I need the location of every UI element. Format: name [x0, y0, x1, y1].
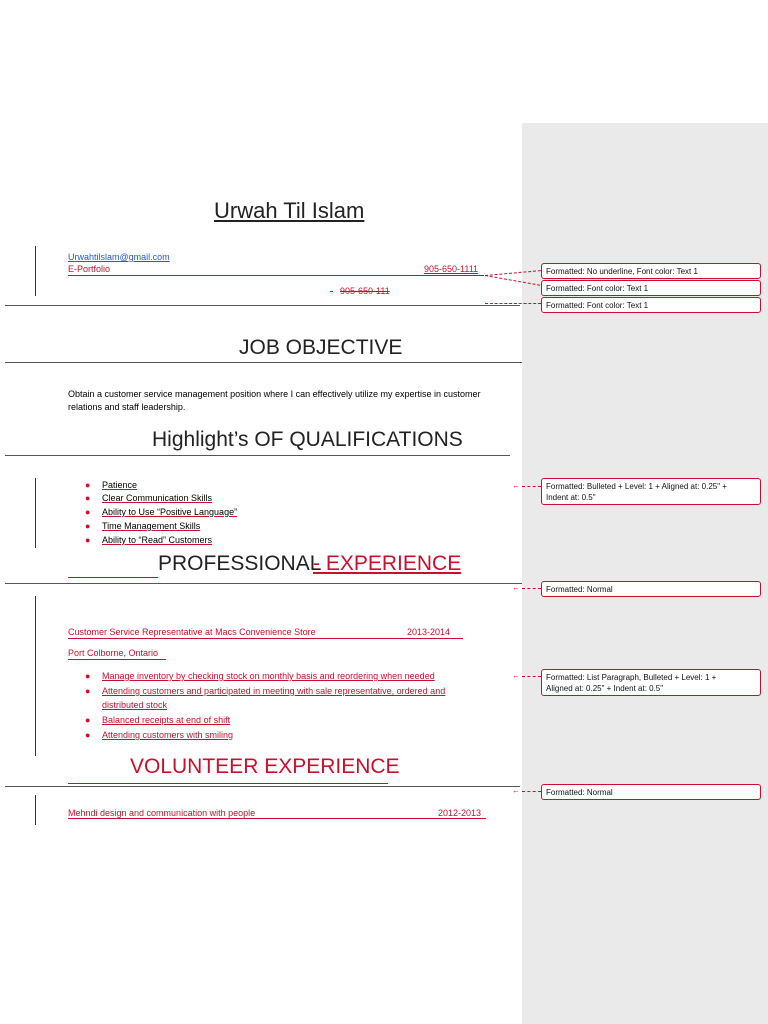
bullet-icon: ● — [85, 507, 91, 517]
resume-name: Urwah Til Islam — [214, 198, 365, 223]
list-item: ● Ability to “Read” Customers — [85, 535, 213, 545]
job-years: 2013-2014 — [407, 627, 451, 637]
markup-pane — [522, 123, 768, 1024]
volunteer-rule — [5, 786, 520, 787]
professional-insert-rule — [68, 577, 158, 578]
comment-balloon[interactable]: Formatted: Normal — [541, 784, 761, 800]
professional-heading: PROFESSIONAL — [158, 552, 322, 575]
comment-balloon[interactable]: Formatted: Bulleted + Level: 1 + Aligned at: 0.25" + Indent at: 0.5" — [541, 478, 761, 505]
phone-deleted: 905-650-111 — [340, 286, 390, 296]
phone-number: 905-650-1111 — [424, 264, 479, 274]
change-bar — [35, 596, 36, 756]
qualifications-heading: Highlight’s OF QUALIFICATIONS — [152, 428, 463, 451]
list-item: ● Attending customers and participated in meeting with sale representative, ordered and — [85, 686, 446, 696]
contact-divider — [5, 305, 520, 306]
comment-balloon[interactable]: Formatted: List Paragraph, Bulleted + Level: 1 + Aligned at: 0.25" + Indent at: 0.5" — [541, 669, 761, 696]
list-item: ● Clear Communication Skills — [85, 493, 213, 503]
bullet-icon: ● — [85, 521, 91, 531]
list-item: ● Manage inventory by checking stock on monthly basis and reordering when needed — [85, 671, 435, 681]
bullet-icon: ● — [85, 493, 91, 503]
email-link[interactable]: Urwahtilslam@gmail.com — [68, 252, 170, 262]
comment-balloon[interactable]: Formatted: Normal — [541, 581, 761, 597]
qualifications-rule — [5, 455, 510, 456]
comment-connector — [522, 486, 541, 487]
list-item: ● Balanced receipts at end of shift — [85, 715, 231, 725]
bullet-icon: ● — [85, 671, 91, 681]
bullet-icon: ● — [85, 686, 91, 696]
job-objective-rule — [5, 362, 580, 363]
contact-underline — [68, 275, 484, 276]
change-bar — [35, 478, 36, 548]
change-bar — [35, 795, 36, 825]
change-bar — [35, 246, 36, 296]
list-item: ● Patience — [85, 480, 138, 490]
comment-balloon[interactable]: Formatted: No underline, Font color: Text 1 — [541, 263, 761, 279]
volunteer-title-underline — [68, 818, 486, 819]
objective-line-1: Obtain a customer service management position where I can effectively utilize my expertise in customer — [68, 389, 481, 399]
objective-line-2: relations and staff leadership. — [68, 402, 186, 412]
volunteer-title: Mehndi design and communication with people — [68, 808, 256, 818]
list-item: ● Ability to Use “Positive Language” — [85, 507, 238, 517]
bullet-icon: ● — [85, 715, 91, 725]
professional-heading-suffix: - EXPERIENCE — [313, 552, 462, 575]
comment-anchor-arrow-icon: ← — [512, 481, 520, 490]
list-item-continuation: distributed stock — [102, 700, 168, 710]
list-item: ● Time Management Skills — [85, 521, 201, 531]
comment-connector — [522, 588, 541, 589]
job-location-underline — [68, 659, 166, 660]
job-location: Port Colborne, Ontario — [68, 648, 159, 658]
bullet-icon: ● — [85, 535, 91, 545]
volunteer-underline — [68, 783, 388, 784]
comment-anchor-arrow-icon: ← — [512, 786, 520, 795]
phone-deleted-marker: - — [330, 286, 333, 296]
volunteer-years: 2012-2013 — [438, 808, 482, 818]
volunteer-heading: VOLUNTEER EXPERIENCE — [130, 755, 400, 778]
bullet-icon: ● — [85, 480, 91, 490]
job-objective-heading: JOB OBJECTIVE — [239, 336, 403, 359]
job-title-underline — [68, 638, 463, 639]
comment-connector — [485, 303, 541, 304]
professional-rule — [5, 583, 580, 584]
comment-connector — [522, 676, 541, 677]
comment-connector — [522, 791, 541, 792]
job-title: Customer Service Representative at Macs Convenience Store — [68, 627, 316, 637]
comment-anchor-arrow-icon: ← — [512, 671, 520, 680]
bullet-icon: ● — [85, 730, 91, 740]
comment-balloon[interactable]: Formatted: Font color: Text 1 — [541, 297, 761, 313]
list-item: ● Attending customers with smiling — [85, 730, 234, 740]
comment-anchor-arrow-icon: ← — [512, 583, 520, 592]
portfolio-link[interactable]: E-Portfolio — [68, 264, 111, 274]
comment-balloon[interactable]: Formatted: Font color: Text 1 — [541, 280, 761, 296]
